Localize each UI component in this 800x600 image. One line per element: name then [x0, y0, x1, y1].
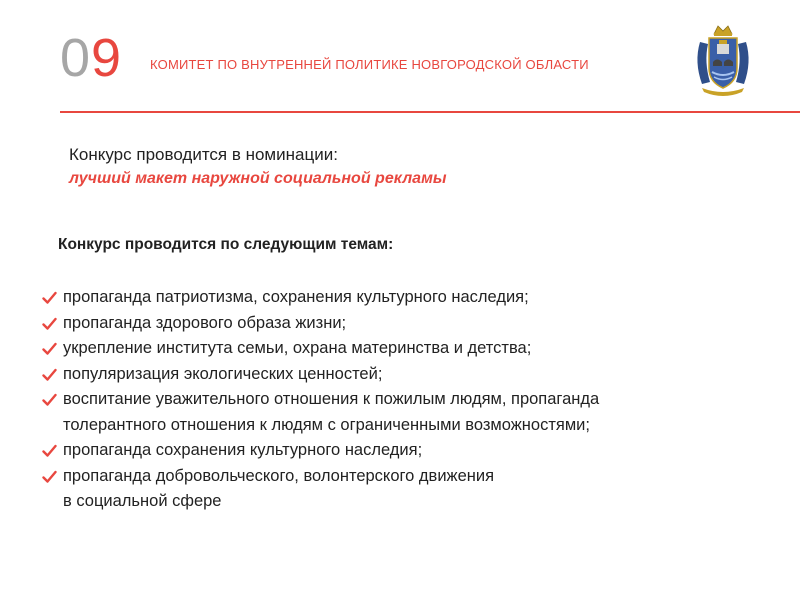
themes-title: Конкурс проводится по следующим темам: [58, 236, 394, 253]
checkmark-icon [42, 317, 57, 331]
list-item-text: пропаганда добровольческого, волонтерского движения [63, 466, 495, 485]
list-item [42, 285, 792, 311]
checkmark-icon [42, 470, 57, 484]
list-item [42, 438, 792, 464]
checkmark-icon [42, 342, 57, 356]
organization-title: КОМИТЕТ ПО ВНУТРЕННЕЙ ПОЛИТИКЕ НОВГОРОДСКОЙ ОБЛАСТИ [150, 57, 589, 72]
nomination-value: лучший макет наружной социальной рекламы [69, 170, 447, 187]
checkmark-icon [42, 368, 57, 382]
themes-list [42, 285, 792, 515]
checkmark-icon [42, 291, 57, 305]
coat-of-arms-icon [692, 22, 754, 98]
list-item-text: популяризация экологических ценностей; [63, 364, 383, 383]
slide-number-digit-grey: 0 [60, 28, 92, 88]
slide-number-digit-red: 9 [91, 28, 123, 88]
list-item [42, 336, 792, 362]
list-item-text-continuation: толерантного отношения к людям с ограниченными возможностями; [63, 415, 590, 434]
list-item-text: укрепление института семьи, охрана материнства и детства; [63, 339, 532, 357]
header-divider [60, 111, 800, 113]
list-item [42, 464, 792, 515]
list-item [42, 311, 792, 337]
list-item [42, 387, 792, 438]
nomination-intro: Конкурс проводится в номинации: [69, 145, 338, 164]
checkmark-icon [42, 444, 57, 458]
list-item-text: воспитание уважительного отношения к пожилым людям, пропаганда [63, 390, 600, 408]
list-item-text: пропаганда здорового образа жизни; [63, 313, 347, 332]
list-item [42, 362, 792, 388]
list-item-text: пропаганда патриотизма, сохранения культурного наследия; [63, 288, 529, 306]
checkmark-icon [42, 393, 57, 407]
slide-number [60, 28, 122, 88]
list-item-text-continuation: в социальной сфере [63, 492, 222, 510]
list-item-text: пропаганда сохранения культурного наследия; [63, 441, 423, 459]
